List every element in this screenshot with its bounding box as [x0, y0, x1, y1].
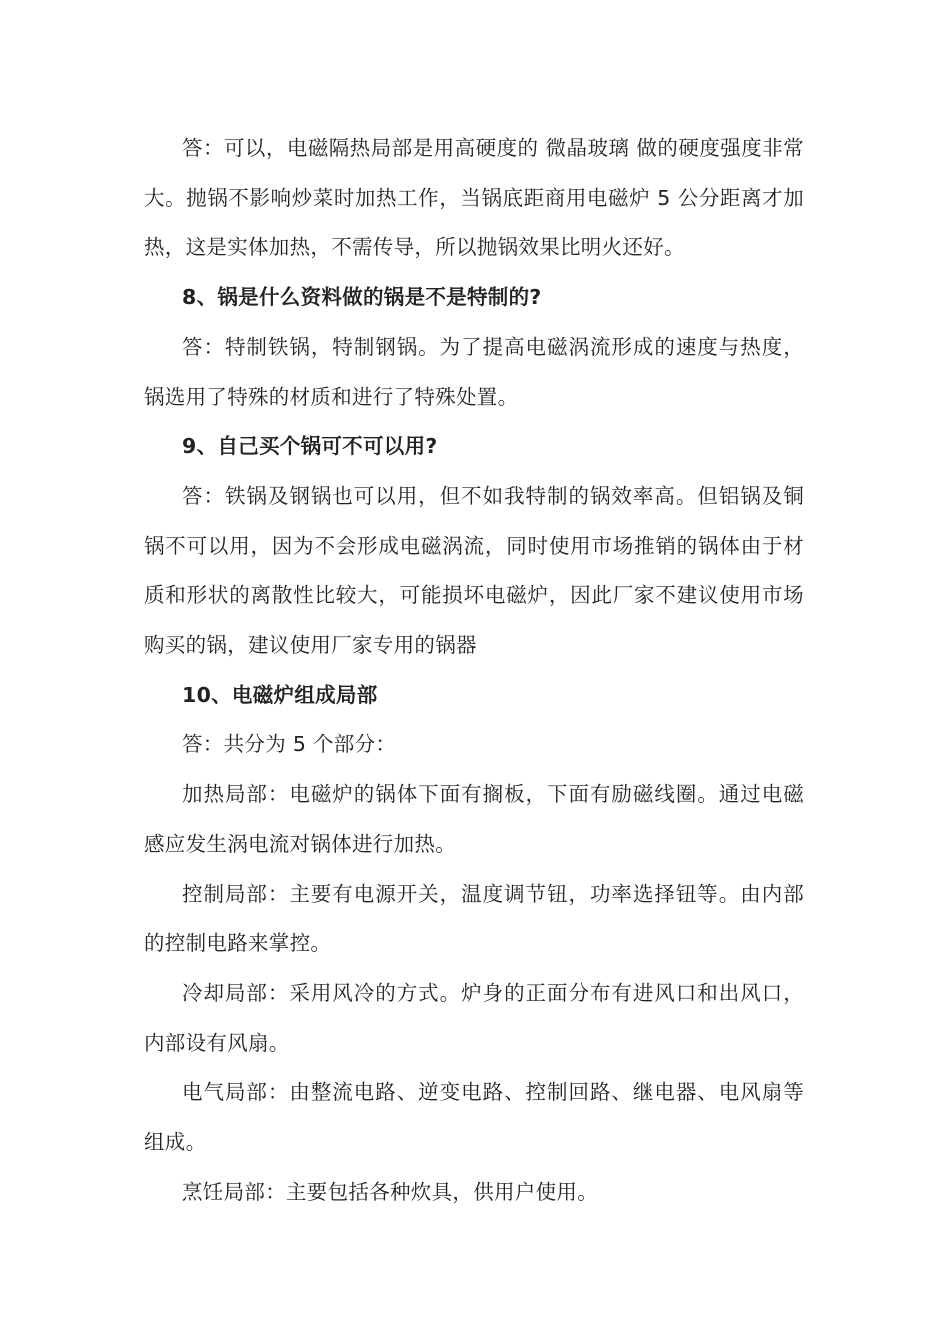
question-heading-8: 8、锅是什么资料做的锅是不是特制的? [182, 285, 542, 310]
cooling-section-paragraph: 冷却局部：采用风冷的方式。炉身的正面分布有进风口和出风口，内部设有风扇。 [144, 980, 804, 1055]
answer-paragraph-9: 答：铁锅及钢锅也可以用，但不如我特制的锅效率高。但铝锅及铜锅不可以用，因为不会形成电磁涡流，同时使用市场推销的锅体由于材质和形状的离散性比较大，可能损坏电磁炉，因此厂家不建议使用市场购买的锅，建议使用厂家专用的锅器 [144, 483, 804, 658]
answer-paragraph-10-intro: 答：共分为 5 个部分： [182, 732, 397, 757]
cooking-section-paragraph: 烹饪局部：主要包括各种炊具，供用户使用。 [182, 1179, 598, 1204]
question-heading-10: 10、电磁炉组成局部 [182, 682, 378, 707]
electrical-section-paragraph: 电气局部：由整流电路、逆变电路、控制回路、继电器、电风扇等组成。 [144, 1080, 804, 1155]
heating-section-paragraph: 加热局部：电磁炉的锅体下面有搁板，下面有励磁线圈。通过电磁感应发生涡电流对锅体进行加热。 [144, 782, 804, 856]
control-section-paragraph: 控制局部：主要有电源开关，温度调节钮，功率选择钮等。由内部的控制电路来掌控。 [144, 881, 804, 956]
answer-paragraph-continued: 答：可以，电磁隔热局部是用高硬度的 微晶玻璃 做的硬度强度非常大。抛锅不影响炒菜时加热工作，当锅底距商用电磁炉 5 公分距离才加热，这是实体加热，不需传导，所以抛锅效果比明火还好。 [144, 136, 804, 260]
answer-paragraph-8: 答：特制铁锅，特制钢锅。为了提高电磁涡流形成的速度与热度，锅选用了特殊的材质和进行了特殊处置。 [144, 334, 804, 409]
document-body [144, 124, 804, 1217]
question-heading-9: 9、自己买个锅可不可以用? [182, 434, 438, 459]
